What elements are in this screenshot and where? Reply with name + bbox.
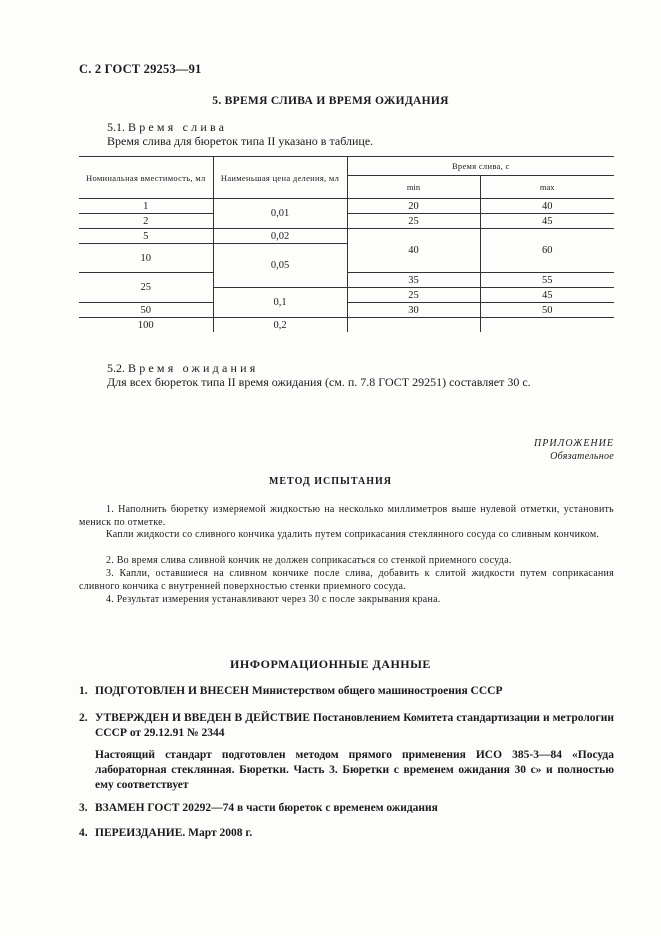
subsection-5-2-title: Время ожидания [128,361,259,375]
table-cell: 10 [79,244,213,273]
drain-time-table [79,156,614,332]
appendix-label-block [534,437,614,463]
table-cell: 100 [79,318,213,333]
table-cell: 20 [347,199,480,214]
info-item-2: 2. УТВЕРЖДЕН И ВВЕДЕН В ДЕЙСТВИЕ Постановлением Комитета стандартизации и метрологии СССР от 29.12.91 № 2344 [79,712,614,739]
info-item-2-note: Настоящий стандарт подготовлен методом прямого применения ИСО 385-3—84 «Посуда лабораторная стеклянная. Бюретки. Часть 3. Бюретки с временем ожидания 30 с» и полностью ему соответствует [95,749,614,791]
table-cell: 30 [347,303,480,318]
table-cell: 0,2 [213,318,347,333]
method-paragraph-3: 3. Капли, оставшиеся на сливном кончике после слива, добавить к слитой жидкости путем соприкасания сливного кончика с внутренней поверхностью стенки приемного сосуда. [79,568,614,592]
table-cell: 25 [347,288,480,303]
table-cell: 55 [480,273,614,288]
table-cell: 0,1 [213,288,347,318]
table-cell: 25 [347,214,480,229]
page-header: С. 2 ГОСТ 29253—91 [79,62,202,76]
table-cell: 40 [480,199,614,214]
info-title: ИНФОРМАЦИОННЫЕ ДАННЫЕ [230,657,431,671]
table-cell-empty [480,318,614,333]
table-cell: 45 [480,288,614,303]
table-cell: 35 [347,273,480,288]
appendix-status: Обязательное [550,451,614,462]
table-header-division: Наименьшая цена деления, мл [213,157,347,199]
info-item-1: 1. ПОДГОТОВЛЕН И ВНЕСЕН Министерством общего машиностроения СССР [79,685,503,697]
table-header-max: max [480,176,614,199]
table-cell: 1 [79,199,213,214]
appendix-label: ПРИЛОЖЕНИЕ [534,438,614,449]
table-cell: 25 [79,273,213,303]
info-item-3: 3. ВЗАМЕН ГОСТ 20292—74 в части бюреток с временем ожидания [79,802,438,814]
table-cell: 5 [79,229,213,244]
table-cell: 0,02 [213,229,347,244]
table-header-capacity: Номинальная вместимость, мл [79,157,213,199]
table-cell: 40 [347,229,480,273]
method-paragraph-1: 1. Наполнить бюретку измеряемой жидкостью на несколько миллиметров выше нулевой отметки, установить мениск по отметке. [79,504,614,528]
section-5-title: 5. ВРЕМЯ СЛИВА И ВРЕМЯ ОЖИДАНИЯ [212,95,449,107]
table-cell-empty [347,318,480,333]
info-item-4: 4. ПЕРЕИЗДАНИЕ. Март 2008 г. [79,827,253,839]
subsection-5-1-number: 5.1. [107,120,125,134]
table-header-drain-time: Время слива, с [347,157,614,176]
method-paragraph-1b: Капли жидкости со сливного кончика удалить путем соприкасания стеклянного сосуда со сливным кончиком. [106,529,600,540]
subsection-5-2-text: Для всех бюреток типа II время ожидания (см. п. 7.8 ГОСТ 29251) составляет 30 с. [107,375,531,389]
table-cell: 0,05 [213,244,347,288]
table-cell: 2 [79,214,213,229]
table-cell: 50 [480,303,614,318]
subsection-5-2-heading [107,361,258,376]
method-paragraph-2: 2. Во время слива сливной кончик не должен соприкасаться со стенкой приемного сосуда. [106,555,512,566]
table-cell: 0,01 [213,199,347,229]
method-title: МЕТОД ИСПЫТАНИЯ [268,476,393,487]
table-cell: 60 [480,229,614,273]
table-header-min: min [347,176,480,199]
method-paragraph-4: 4. Результат измерения устанавливают через 30 с после закрывания крана. [106,594,441,605]
subsection-5-1-title: Время слива [128,120,228,134]
table-cell: 50 [79,303,213,318]
table-cell: 45 [480,214,614,229]
subsection-5-1-heading [107,120,227,135]
subsection-5-2-number: 5.2. [107,361,125,375]
subsection-5-1-text: Время слива для бюреток типа II указано в таблице. [107,134,374,148]
